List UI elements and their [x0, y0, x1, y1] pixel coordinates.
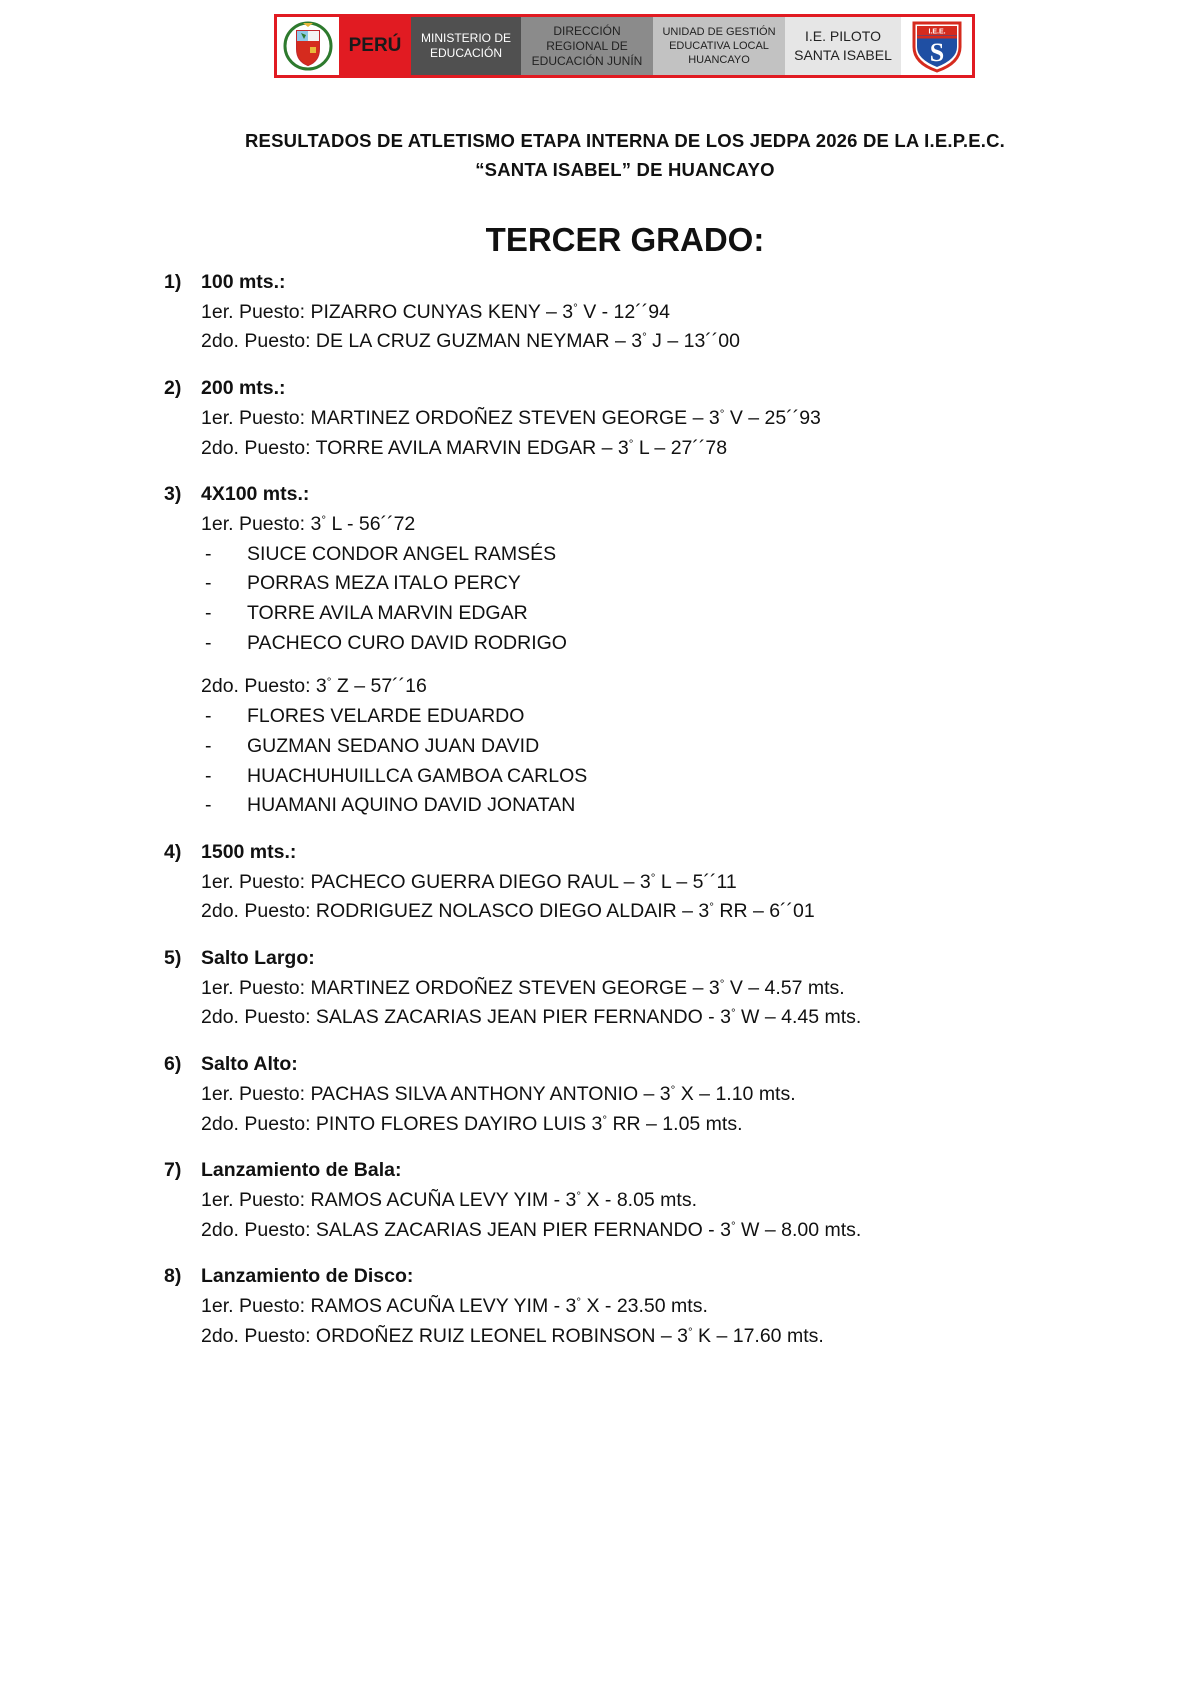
bullet-dash: - — [205, 764, 212, 787]
second-place-line — [164, 1003, 1064, 1033]
event-name: Salto Largo: — [201, 947, 315, 970]
result-detail: RR – 1.05 mts. — [607, 1112, 743, 1135]
result-detail: W – 8.00 mts. — [735, 1218, 862, 1241]
place-label: 2do. Puesto: — [201, 675, 311, 698]
result-detail: J – 13´´00 — [646, 330, 740, 353]
team-member-name: PACHECO CURO DAVID RODRIGO — [247, 631, 567, 654]
team-member — [164, 540, 1064, 570]
grade-mark: ° — [321, 513, 327, 527]
event-number: 6) — [164, 1053, 182, 1076]
result-detail: V - 12´´94 — [577, 300, 670, 323]
grade-mark: ° — [642, 330, 647, 344]
event-number: 7) — [164, 1159, 182, 1182]
event-number: 5) — [164, 947, 182, 970]
grade-mark: ° — [628, 437, 634, 451]
event-heading — [164, 838, 1064, 868]
ugel-label: UNIDAD DE GESTIÓN EDUCATIVA LOCAL HUANCAYO — [653, 17, 785, 75]
event-heading — [164, 480, 1064, 510]
event-name: Lanzamiento de Bala: — [201, 1159, 402, 1182]
result-detail: L – 5´´11 — [655, 870, 737, 893]
event-name: 100 mts.: — [201, 271, 286, 293]
grade-mark: ° — [650, 871, 656, 885]
place-label: 2do. Puesto: — [201, 1006, 311, 1029]
place-label: 2do. Puesto: — [201, 900, 311, 923]
event-block — [164, 480, 1064, 821]
first-place-line — [164, 1080, 1064, 1110]
event-number: 2) — [164, 377, 182, 400]
event-block — [164, 374, 1064, 463]
result-text: PACHECO GUERRA DIEGO RAUL – 3 — [310, 870, 651, 893]
result-detail: RR – 6´´01 — [713, 900, 815, 923]
result-text: MARTINEZ ORDOÑEZ STEVEN GEORGE – 3 — [310, 406, 720, 429]
svg-text:S: S — [929, 38, 944, 67]
result-text: DE LA CRUZ GUZMAN NEYMAR – 3 — [315, 330, 643, 353]
bullet-dash: - — [205, 572, 212, 595]
team-member-name: PORRAS MEZA ITALO PERCY — [247, 572, 521, 595]
result-detail: W – 4.45 mts. — [735, 1006, 862, 1029]
place-label: 1er. Puesto: — [201, 976, 306, 999]
event-block — [164, 268, 1064, 357]
grade-mark: ° — [730, 1007, 736, 1021]
place-label: 2do. Puesto: — [201, 436, 311, 459]
result-detail: V – 25´´93 — [724, 406, 821, 429]
result-text: PINTO FLORES DAYIRO LUIS 3 — [315, 1112, 603, 1135]
peru-coat-of-arms-icon — [277, 17, 339, 75]
place-label: 1er. Puesto: — [201, 870, 306, 893]
result-text: 3 — [310, 512, 322, 535]
grade-mark: ° — [719, 977, 725, 991]
result-text: ORDOÑEZ RUIZ LEONEL ROBINSON – 3 — [315, 1324, 688, 1347]
svg-text:I.E.E.: I.E.E. — [927, 28, 946, 36]
second-place-line — [164, 1322, 1064, 1352]
bullet-dash: - — [205, 705, 212, 728]
result-text: PIZARRO CUNYAS KENY – 3 — [310, 300, 574, 323]
event-name: 200 mts.: — [201, 377, 286, 400]
team-member-name: FLORES VELARDE EDUARDO — [247, 705, 525, 728]
result-detail: X – 1.10 mts. — [675, 1082, 796, 1105]
second-place-line — [164, 327, 1064, 357]
place-label: 1er. Puesto: — [201, 406, 306, 429]
result-text: SALAS ZACARIAS JEAN PIER FERNANDO - 3 — [315, 1218, 731, 1241]
team-member — [164, 791, 1064, 821]
place-label: 1er. Puesto: — [201, 512, 306, 535]
first-place-line — [164, 298, 1064, 328]
document-title-line-2: “SANTA ISABEL” DE HUANCAYO — [475, 159, 775, 180]
first-place-line — [164, 868, 1064, 898]
result-detail: L - 56´´72 — [326, 512, 416, 535]
event-name: 1500 mts.: — [201, 840, 297, 863]
results-list — [164, 268, 1064, 1369]
event-block — [164, 838, 1064, 927]
first-place-line — [164, 1186, 1064, 1216]
result-detail: Z – 57´´16 — [331, 675, 427, 698]
event-number: 1) — [164, 271, 182, 293]
result-detail: L – 27´´78 — [633, 436, 728, 459]
place-label: 1er. Puesto: — [201, 1295, 306, 1318]
event-name: 4X100 mts.: — [201, 483, 310, 506]
place-label: 1er. Puesto: — [201, 300, 306, 323]
result-detail: K – 17.60 mts. — [692, 1324, 824, 1347]
grade-mark: ° — [719, 407, 725, 421]
result-text: PACHAS SILVA ANTHONY ANTONIO – 3 — [310, 1082, 671, 1105]
direccion-regional-label: DIRECCIÓN REGIONAL DE EDUCACIÓN JUNÍN — [521, 17, 653, 75]
first-place-line — [164, 510, 1064, 540]
team-member — [164, 599, 1064, 629]
event-heading — [164, 1050, 1064, 1080]
ministerio-label: MINISTERIO DE EDUCACIÓN — [411, 17, 521, 75]
event-number: 8) — [164, 1265, 182, 1288]
result-text: 3 — [315, 675, 327, 698]
bullet-dash: - — [205, 542, 212, 565]
team-member — [164, 569, 1064, 599]
team-member — [164, 732, 1064, 762]
event-block — [164, 944, 1064, 1033]
place-label: 1er. Puesto: — [201, 1188, 306, 1211]
document-title-line-1: RESULTADOS DE ATLETISMO ETAPA INTERNA DE LOS JEDPA 2026 DE LA I.E.P.E.C. — [245, 130, 1005, 151]
peru-label: PERÚ — [339, 17, 411, 75]
bullet-dash: - — [205, 631, 212, 654]
place-label: 2do. Puesto: — [201, 1112, 311, 1135]
grade-mark: ° — [326, 676, 332, 690]
team-member-name: TORRE AVILA MARVIN EDGAR — [247, 602, 528, 625]
second-place-line — [164, 434, 1064, 464]
result-detail: V – 4.57 mts. — [724, 976, 845, 999]
bullet-dash: - — [205, 794, 212, 817]
header-banner — [274, 14, 975, 78]
second-place-line — [164, 672, 1064, 702]
event-block — [164, 1262, 1064, 1351]
first-place-line — [164, 1292, 1064, 1322]
event-heading — [164, 1156, 1064, 1186]
result-text: SALAS ZACARIAS JEAN PIER FERNANDO - 3 — [315, 1006, 731, 1029]
result-detail: X - 8.05 mts. — [581, 1188, 698, 1211]
result-text: RODRIGUEZ NOLASCO DIEGO ALDAIR – 3 — [315, 900, 710, 923]
event-heading — [164, 944, 1064, 974]
bullet-dash: - — [205, 602, 212, 625]
team-member-name: HUAMANI AQUINO DAVID JONATAN — [247, 794, 576, 817]
team-member — [164, 762, 1064, 792]
place-label: 2do. Puesto: — [201, 1218, 311, 1241]
result-text: TORRE AVILA MARVIN EDGAR – 3 — [315, 436, 629, 459]
school-logo-icon — [901, 17, 972, 75]
grade-heading: TERCER GRADO: — [485, 221, 765, 258]
result-text: RAMOS ACUÑA LEVY YIM - 3 — [310, 1295, 577, 1318]
bullet-dash: - — [205, 734, 212, 757]
team-member-name: HUACHUHUILLCA GAMBOA CARLOS — [247, 764, 588, 787]
second-place-line — [164, 1216, 1064, 1246]
event-heading — [164, 374, 1064, 404]
place-label: 2do. Puesto: — [201, 330, 311, 353]
team-member — [164, 702, 1064, 732]
event-heading — [164, 268, 1064, 298]
grade-mark: ° — [687, 1325, 693, 1339]
team-member-name: GUZMAN SEDANO JUAN DAVID — [247, 734, 540, 757]
event-name: Lanzamiento de Disco: — [201, 1265, 414, 1288]
grade-mark: ° — [573, 301, 578, 315]
grade-mark: ° — [602, 1113, 608, 1127]
second-place-line — [164, 1110, 1064, 1140]
event-block — [164, 1050, 1064, 1139]
grade-mark: ° — [576, 1189, 582, 1203]
event-number: 3) — [164, 483, 182, 506]
event-name: Salto Alto: — [201, 1053, 298, 1076]
grade-mark: ° — [576, 1295, 582, 1309]
place-label: 2do. Puesto: — [201, 1324, 311, 1347]
event-heading — [164, 1262, 1064, 1292]
grade-mark: ° — [730, 1219, 736, 1233]
first-place-line — [164, 404, 1064, 434]
result-detail: X - 23.50 mts. — [581, 1295, 708, 1318]
result-text: MARTINEZ ORDOÑEZ STEVEN GEORGE – 3 — [310, 976, 720, 999]
team-member — [164, 629, 1064, 659]
place-label: 1er. Puesto: — [201, 1082, 306, 1105]
grade-mark: ° — [709, 900, 714, 914]
event-number: 4) — [164, 840, 182, 863]
event-block — [164, 1156, 1064, 1245]
first-place-line — [164, 974, 1064, 1004]
school-name-label: I.E. PILOTO SANTA ISABEL — [785, 17, 901, 75]
result-text: RAMOS ACUÑA LEVY YIM - 3 — [310, 1188, 577, 1211]
second-place-line — [164, 897, 1064, 927]
grade-mark: ° — [670, 1083, 676, 1097]
team-member-name: SIUCE CONDOR ANGEL RAMSÉS — [247, 542, 557, 565]
